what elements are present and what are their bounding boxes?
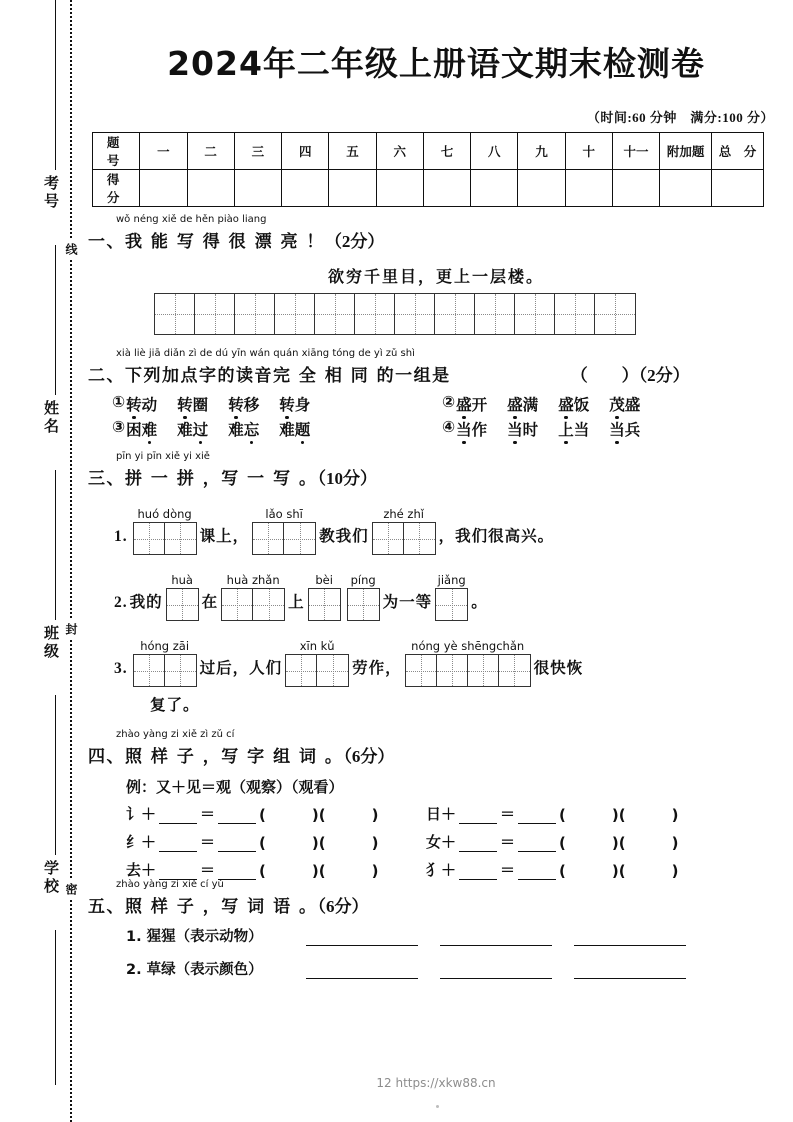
pinyin-answer-box[interactable] (133, 507, 197, 555)
sentence-text: 。 (471, 593, 488, 611)
option-word: 转动 (126, 396, 158, 414)
margin-field-kaohao: 考号 (42, 175, 59, 211)
pinyin-answer-box[interactable] (285, 639, 349, 687)
score-cell-3[interactable] (234, 170, 281, 207)
seal-char-mi: 密 (63, 880, 80, 898)
sentence-text: 上 (288, 593, 305, 611)
score-col-bonus: 附加题 (660, 133, 712, 170)
margin-field-xuexiao: 学校 (42, 860, 59, 896)
score-cell-5[interactable] (329, 170, 376, 207)
section-3-heading (88, 451, 786, 489)
row-index: 3. (114, 660, 128, 677)
tianzige-grid[interactable] (285, 654, 349, 687)
option-word: 上当 (558, 421, 590, 439)
tianzige-grid[interactable] (166, 588, 199, 621)
tianzige-cell[interactable] (436, 589, 467, 620)
margin-rule-2 (55, 245, 56, 395)
tianzige-grid[interactable] (252, 522, 316, 555)
seal-char-feng: 封 (63, 620, 80, 638)
word-example-label: 2. 草绿（表示颜色） (126, 962, 263, 978)
section-4-title: 照 样 子 ，写 字 组 词 。 (125, 747, 344, 767)
section-4-radical-rows (126, 803, 786, 880)
section-3-fill-rows (114, 505, 786, 687)
score-cell-8[interactable] (471, 170, 518, 207)
pinyin-answer-box[interactable] (166, 573, 199, 621)
tianzige-cell[interactable] (499, 655, 530, 686)
tianzige-cell[interactable] (167, 589, 198, 620)
row-index: 2. (114, 594, 128, 611)
tianzige-grid[interactable] (372, 522, 436, 555)
answer-blank-line[interactable] (306, 932, 418, 946)
tianzige-cell[interactable] (134, 655, 165, 686)
radical-row (126, 803, 786, 824)
score-cell-2[interactable] (187, 170, 234, 207)
tianzige-cell[interactable] (435, 294, 475, 334)
tianzige-cell[interactable] (134, 523, 165, 554)
radical-item[interactable] (126, 803, 426, 824)
section-5-number: 五、 (88, 897, 125, 917)
tianzige-cell[interactable] (195, 294, 235, 334)
pinyin-label: jiǎng (437, 573, 466, 587)
word-parens[interactable]: ( )( ) (259, 834, 379, 852)
score-col-3: 三 (234, 133, 281, 170)
radical-char: 日＋ (426, 805, 457, 823)
pinyin-answer-box[interactable] (435, 573, 468, 621)
pinyin-answer-box[interactable] (372, 507, 436, 555)
radical-item[interactable] (126, 859, 426, 880)
pinyin-fill-row (114, 637, 786, 687)
radical-char: 纟＋ (126, 833, 157, 851)
pinyin-label: lǎo shī (265, 507, 303, 521)
exam-margin-strip (0, 0, 78, 1122)
tianzige-grid[interactable] (308, 588, 341, 621)
section-5-title: 照 样 子 ，写 词 语 。 (125, 897, 318, 917)
option-word: 难忘 (228, 421, 260, 439)
section-1-title-line (88, 227, 786, 252)
section-2-number: 二、 (88, 366, 125, 386)
section-1-points: （2分） (324, 232, 385, 251)
tianzige-cell[interactable] (155, 294, 195, 334)
radical-blank[interactable] (459, 865, 497, 880)
tianzige-cell[interactable] (253, 523, 284, 554)
tianzige-cell[interactable] (348, 589, 379, 620)
section-3-number: 三、 (88, 469, 125, 489)
margin-field-banji: 班级 (42, 625, 59, 661)
pinyin-answer-box[interactable] (308, 573, 341, 621)
tianzige-cell[interactable] (222, 589, 253, 620)
sentence-text: ，我们很高兴。 (438, 527, 555, 545)
pinyin-label: xīn kǔ (299, 639, 335, 653)
score-cell-10[interactable] (565, 170, 612, 207)
equals-sign: ＝ (500, 833, 516, 851)
tianzige-grid[interactable] (435, 588, 468, 621)
tianzige-cell[interactable] (468, 655, 499, 686)
result-blank[interactable] (518, 809, 556, 824)
tianzige-cell[interactable] (286, 655, 317, 686)
score-col-8: 八 (471, 133, 518, 170)
option-word: 转圈 (177, 396, 209, 414)
margin-rule-4 (55, 695, 56, 855)
radical-blank[interactable] (159, 837, 197, 852)
tianzige-grid[interactable] (133, 654, 197, 687)
section-3-points: （10分） (317, 469, 378, 488)
tianzige-cell[interactable] (406, 655, 437, 686)
radical-item[interactable] (426, 803, 726, 824)
result-blank[interactable] (218, 865, 256, 880)
score-cell-7[interactable] (423, 170, 470, 207)
table-row-scores (93, 170, 764, 207)
section-1-number: 一、 (88, 232, 125, 252)
score-col-total: 总 分 (712, 133, 764, 170)
pinyin-fill-row (114, 571, 786, 621)
option-word: 当时 (507, 421, 539, 439)
score-col-4: 四 (282, 133, 329, 170)
tianzige-cell[interactable] (515, 294, 555, 334)
section-5-points: （6分） (317, 897, 369, 916)
pinyin-answer-box[interactable] (252, 507, 316, 555)
radical-item[interactable] (126, 831, 426, 852)
tianzige-cell[interactable] (395, 294, 435, 334)
radical-char: 犭＋ (426, 861, 457, 879)
option-word: 盛饭 (558, 396, 590, 414)
score-cell-bonus[interactable] (660, 170, 712, 207)
pinyin-label: huó dòng (137, 507, 192, 521)
tianzige-cell[interactable] (165, 523, 196, 554)
margin-rule-5 (55, 930, 56, 1085)
section-5-title-line (88, 892, 786, 917)
word-example-row (126, 925, 786, 946)
sentence-text: 劳作， (352, 659, 402, 677)
pinyin-answer-box[interactable] (221, 573, 285, 621)
score-cell-1[interactable] (140, 170, 187, 207)
score-table (92, 132, 764, 207)
tianzige-cell[interactable] (475, 294, 515, 334)
sentence-text: 过后，人们 (199, 659, 283, 677)
sentence-text: 很快恢 (533, 659, 584, 677)
tianzige-cell[interactable] (284, 523, 315, 554)
tianzige-cell[interactable] (317, 655, 348, 686)
pinyin-label: píng (350, 573, 376, 587)
tianzige-cell[interactable] (404, 523, 435, 554)
exam-meta-info: （时间:60 分钟 满分:100 分） (586, 110, 774, 125)
score-table-label-score: 得 分 (93, 170, 140, 207)
section-2-pinyin: xià liè jiā diǎn zì de dú yīn wán quán xiāng tóng de yì zǔ shì (116, 348, 415, 359)
section-4-number: 四、 (88, 747, 125, 767)
score-table-label-question: 题 号 (93, 133, 140, 170)
radical-row (126, 831, 786, 852)
equals-sign: ＝ (200, 861, 216, 879)
word-example-label: 1. 猩猩（表示动物） (126, 929, 263, 945)
radical-blank[interactable] (159, 809, 197, 824)
tianzige-cell[interactable] (275, 294, 315, 334)
option-word: 盛开 (456, 396, 488, 414)
pinyin-label: hóng zāi (140, 639, 190, 653)
tianzige-cell[interactable] (595, 294, 635, 334)
option-word: 当作 (456, 421, 488, 439)
pinyin-label: bèi (315, 573, 333, 587)
word-parens[interactable]: ( )( ) (559, 834, 679, 852)
score-cell-6[interactable] (376, 170, 423, 207)
section-1-poem: 欲穷千里目，更上一层楼。 (327, 269, 544, 286)
section-4-points: （6分） (343, 747, 395, 766)
tianzige-cell[interactable] (373, 523, 404, 554)
sentence-text: 教我们 (319, 527, 369, 545)
section-2-answer-blank[interactable]: （ ） (570, 366, 639, 386)
section-5-heading (88, 879, 786, 917)
page-title: 2024年二年级上册语文期末检测卷 (167, 44, 705, 83)
answer-blank-line[interactable] (440, 932, 552, 946)
radical-blank[interactable] (159, 865, 197, 880)
section-4-example: 例：又＋见＝观（观察）（观看） (126, 778, 344, 796)
answer-blank-line[interactable] (440, 965, 552, 979)
tianzige-cell[interactable] (355, 294, 395, 334)
score-col-1: 一 (140, 133, 187, 170)
score-col-7: 七 (423, 133, 470, 170)
margin-rule-3 (55, 470, 56, 620)
option-word: 转移 (228, 396, 260, 414)
answer-blank-line[interactable] (574, 932, 686, 946)
word-example-row (126, 958, 786, 979)
answer-blank-line[interactable] (306, 965, 418, 979)
pinyin-fill-row (114, 505, 786, 555)
equals-sign: ＝ (500, 805, 516, 823)
tianzige-grid[interactable] (221, 588, 285, 621)
option-row (112, 393, 786, 415)
sentence-text: 为一等 (382, 593, 433, 611)
option-choice[interactable] (112, 393, 442, 415)
seal-char-xian: 线 (63, 240, 80, 258)
section-1-heading (88, 214, 786, 252)
section-2-title: 下列加点字的读音完 全 相 同 的一组是 (125, 366, 451, 386)
tianzige-cell[interactable] (315, 294, 355, 334)
score-cell-4[interactable] (282, 170, 329, 207)
option-number: ① (112, 393, 126, 411)
answer-blank-line[interactable] (574, 965, 686, 979)
option-word: 盛满 (507, 396, 539, 414)
equals-sign: ＝ (200, 833, 216, 851)
margin-field-xingming: 姓名 (42, 400, 59, 436)
margin-rule-1 (55, 0, 56, 170)
equals-sign: ＝ (200, 805, 216, 823)
score-cell-11[interactable] (612, 170, 659, 207)
pinyin-answer-box[interactable] (133, 639, 197, 687)
score-cell-total[interactable] (712, 170, 764, 207)
radical-char: 去＋ (126, 861, 157, 879)
score-col-5: 五 (329, 133, 376, 170)
option-word: 困难 (126, 421, 158, 439)
sentence-text: 在 (201, 593, 219, 611)
section-4-pinyin: zhào yàng zi xiě zì zǔ cí (116, 729, 235, 740)
option-number: ③ (112, 418, 126, 436)
option-word: 难题 (279, 421, 311, 439)
tianzige-grid[interactable] (133, 522, 197, 555)
option-word: 茂盛 (609, 396, 641, 414)
pinyin-answer-box[interactable] (405, 639, 531, 687)
option-number: ② (442, 393, 456, 411)
section-1-pinyin: wǒ néng xiě de hěn piào liang (116, 214, 267, 225)
equals-sign: ＝ (500, 861, 516, 879)
option-choice[interactable] (112, 418, 442, 440)
sentence-text: 课上， (199, 527, 250, 545)
section-3-pinyin: pīn yi pīn xiě yi xiě (116, 451, 210, 462)
section-2-options (112, 393, 786, 440)
section-2-title-line (88, 361, 786, 386)
score-col-6: 六 (376, 133, 423, 170)
seal-dotted-line (70, 0, 72, 1122)
radical-char: 讠＋ (126, 805, 157, 823)
pinyin-label: zhé zhǐ (383, 507, 424, 521)
result-blank[interactable] (218, 809, 256, 824)
tianzige-grid[interactable] (154, 293, 636, 335)
tianzige-grid[interactable] (347, 588, 380, 621)
radical-item[interactable] (426, 859, 726, 880)
section-2-heading (88, 348, 786, 386)
option-word: 当兵 (609, 421, 641, 439)
section-4-title-line (88, 742, 786, 767)
section-2-points: （2分） (638, 366, 690, 385)
option-choice[interactable] (442, 393, 772, 415)
option-number: ④ (442, 418, 456, 436)
pinyin-label: huà (171, 573, 193, 587)
pinyin-label: huà zhǎn (226, 573, 280, 587)
radical-row (126, 859, 786, 880)
section-1-writing-grid[interactable] (154, 293, 786, 335)
section-1-title: 我 能 写 得 很 漂 亮 ！ (125, 232, 325, 252)
word-parens[interactable]: ( )( ) (559, 806, 679, 824)
section-4-heading (88, 729, 786, 767)
tianzige-cell[interactable] (437, 655, 468, 686)
word-parens[interactable]: ( )( ) (259, 806, 379, 824)
option-choice[interactable] (442, 418, 772, 440)
score-col-11: 十一 (612, 133, 659, 170)
tianzige-cell[interactable] (309, 589, 340, 620)
score-col-10: 十 (565, 133, 612, 170)
option-row (112, 418, 786, 440)
result-blank[interactable] (518, 865, 556, 880)
result-blank[interactable] (218, 837, 256, 852)
section-5-word-rows (126, 925, 786, 979)
sentence-text: 我的 (129, 593, 163, 611)
tianzige-grid[interactable] (405, 654, 531, 687)
score-col-2: 二 (187, 133, 234, 170)
pinyin-label: nóng yè shēngchǎn (411, 639, 525, 653)
row-index: 1. (114, 528, 128, 545)
result-blank[interactable] (518, 837, 556, 852)
option-word: 难过 (177, 421, 209, 439)
radical-char: 女＋ (426, 833, 457, 851)
radical-item[interactable] (426, 831, 726, 852)
tianzige-cell[interactable] (253, 589, 284, 620)
tianzige-cell[interactable] (235, 294, 275, 334)
word-parens[interactable]: ( )( ) (259, 862, 379, 880)
pinyin-answer-box[interactable] (347, 573, 380, 621)
table-row-question-numbers (93, 133, 764, 170)
score-cell-9[interactable] (518, 170, 565, 207)
exam-page (86, 0, 786, 1122)
section-5-pinyin: zhào yàng zi xiě cí yǔ (116, 879, 224, 890)
section-3-title: 拼 一 拼 ，写 一 写 。 (125, 469, 318, 489)
tianzige-cell[interactable] (555, 294, 595, 334)
option-word: 转身 (279, 396, 311, 414)
radical-blank[interactable] (459, 809, 497, 824)
tianzige-cell[interactable] (165, 655, 196, 686)
page-dot-marker (436, 1105, 439, 1108)
page-footer: 12 https://xkw88.cn (376, 1076, 496, 1090)
section-3-continuation: 复了。 (150, 696, 200, 714)
section-3-title-line (88, 464, 786, 489)
word-parens[interactable]: ( )( ) (559, 862, 679, 880)
radical-blank[interactable] (459, 837, 497, 852)
score-col-9: 九 (518, 133, 565, 170)
